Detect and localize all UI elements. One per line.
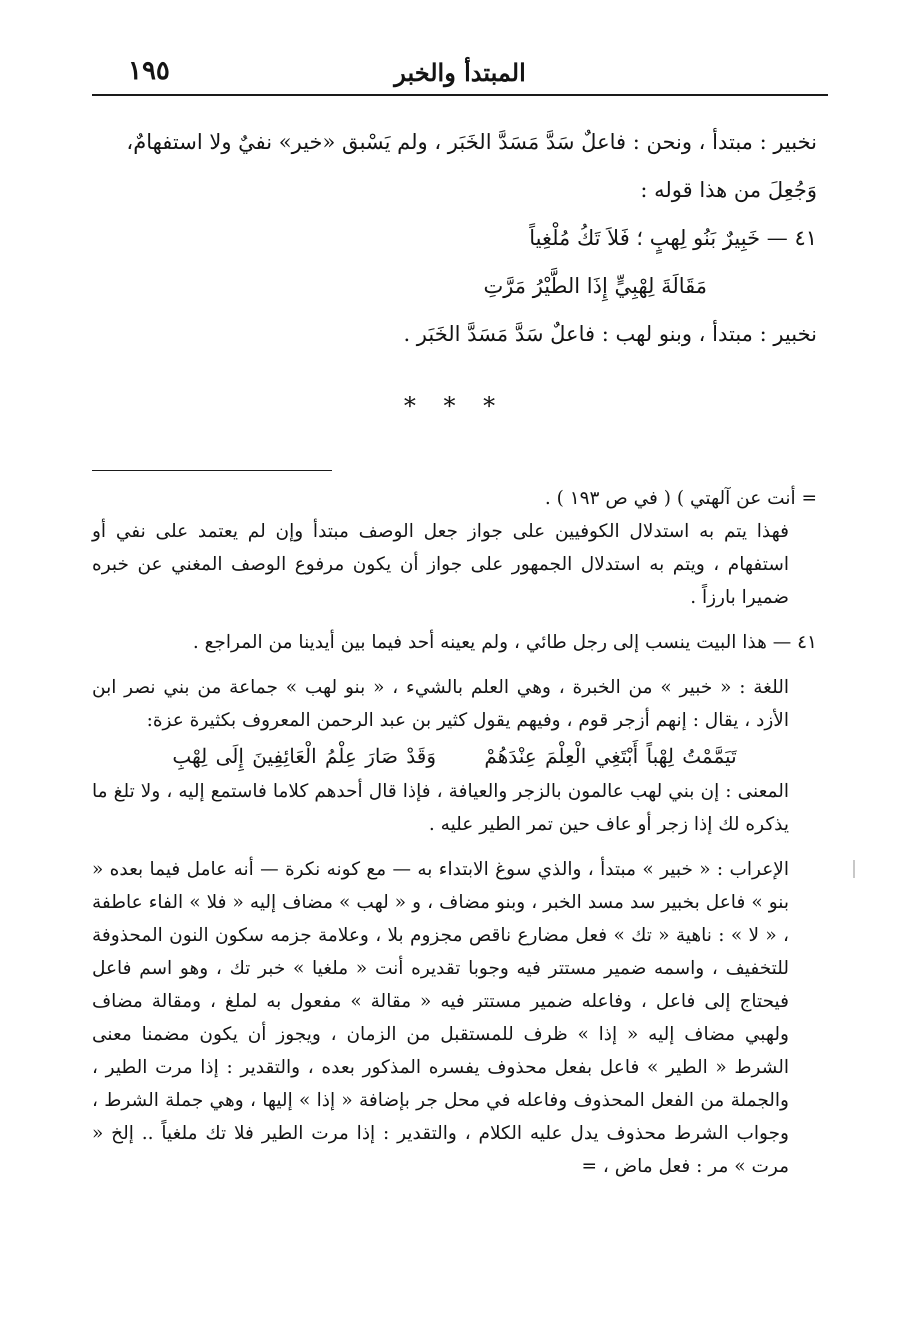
- margin-mark: [853, 860, 855, 878]
- verse-41: [92, 214, 817, 310]
- footnote-41-source: ٤١ — هذا البيت ينسب إلى رجل طائي ، ولم يعينه أحد فيما بين أيدينا من المراجع .: [192, 632, 817, 653]
- footnote-lugha: اللغة : « خبير » من الخبرة ، وهي العلم بالشيء ، « بنو لهب » جماعة من بني نصر ابن الأزد ، يقال : إنهم أزجر قوم ، وفيهم يقول كثير بن عبد الرحمن المعروف بكثيرة عزة:: [92, 677, 789, 731]
- chapter-title: المبتدأ والخبر: [394, 58, 526, 87]
- footnote-paragraph: فهذا يتم به استدلال الكوفيين على جواز جعل الوصف مبتدأ وإن لم يعتمد على نفي أو استفهام ، ويتم به استدلال الجمهور على جواز أن يكون مرفوع الوصف المغني عن خبره ضميرا بارزاً .: [92, 521, 789, 608]
- footnotes: [92, 470, 817, 1183]
- verse-second-hemistich: مَقَالَةَ لِهْبِيٍّ إِذَا الطَّيْرُ مَرَّتِ: [483, 274, 707, 298]
- quoted-verse-second-half: وَقَدْ صَارَ عِلْمُ الْعَائِفِينَ إِلَى لِهْبِ: [172, 744, 437, 768]
- verse-first-hemistich: ٤١ — خَبِيرٌ بَنُو لِهبٍ ؛ فَلاَ تَكُ مُلْغِياً: [529, 226, 817, 250]
- footnote-maana: المعنى : إن بني لهب عالمون بالزجر والعيافة ، فإذا قال أحدهم كلاما فاستمع إليه ، ولا تلغ ما يذكره لك إذا زجر أو عاف حين تمر الطير عليه .: [92, 781, 789, 835]
- main-paragraph-3: نخبير : مبتدأ ، وبنو لهب : فاعلٌ سَدَّ مَسَدَّ الخَبَر .: [403, 322, 817, 346]
- footnote-continuation: = أنت عن آلهتي ) ( في ص ١٩٣ ) .: [544, 488, 817, 509]
- footnote-rule: [92, 470, 332, 471]
- page-header: [92, 52, 828, 96]
- main-paragraph-1: نخبير : مبتدأ ، ونحن : فاعلٌ سَدَّ مَسَدَّ الخَبَر ، ولم يَسْبق «خير» نفيٌ ولا استفهامٌ،: [126, 130, 817, 154]
- page-number: ١٩٥: [128, 56, 170, 86]
- main-text: [92, 118, 817, 430]
- footnote-irab: الإعراب : « خبير » مبتدأ ، والذي سوغ الابتداء به — مع كونه نكرة — أنه عامل فيما بعده « بنو » فاعل بخبير سد مسد الخبر ، وبنو مضاف ، و « لهب » مضاف إليه « فلا » الفاء عاطفة ، « لا » : ناهية « تك » فعل مضارع ناقص مجزوم بلا ، وعلامة جزمه سكون النون المحذوفة للتخفيف ، واسمه ضمير مستتر فيه وجوبا تقديره أنت « ملغيا » خبر تك ، وهو اسم فاعل فيحتاج إلى فاعل ، وفاعله ضمير مستتر فيه « مقالة » مفعول به لملغ ، ومقالة مضاف ولهبي مضاف إليه « إذا » ظرف للمستقبل من الزمان ، ويجوز أن يكون مضمنا معنى الشرط « الطير » فاعل بفعل محذوف يفسره المذكور بعده ، والتقدير : إذا مرت الطير ، والجملة من الفعل المحذوف وفاعله في محل جر بإضافة « إذا » إليها ، وهي جملة الشرط ، وجواب الشرط محذوف يدل عليه الكلام ، والتقدير : إذا مرت الطير فلا تك ملغياً .. إلخ « مرت » مر : فعل ماض ، =: [92, 859, 789, 1177]
- section-separator: * * *: [403, 392, 506, 420]
- quoted-verse: [92, 737, 817, 775]
- main-paragraph-2: وَجُعِلَ من هذا قوله :: [640, 178, 817, 202]
- quoted-verse-first-half: تَيَمَّمْتُ لِهْباً أَبْتَغِي الْعِلْمَ عِنْدَهُمْ: [484, 744, 737, 768]
- header-rule: [92, 94, 828, 96]
